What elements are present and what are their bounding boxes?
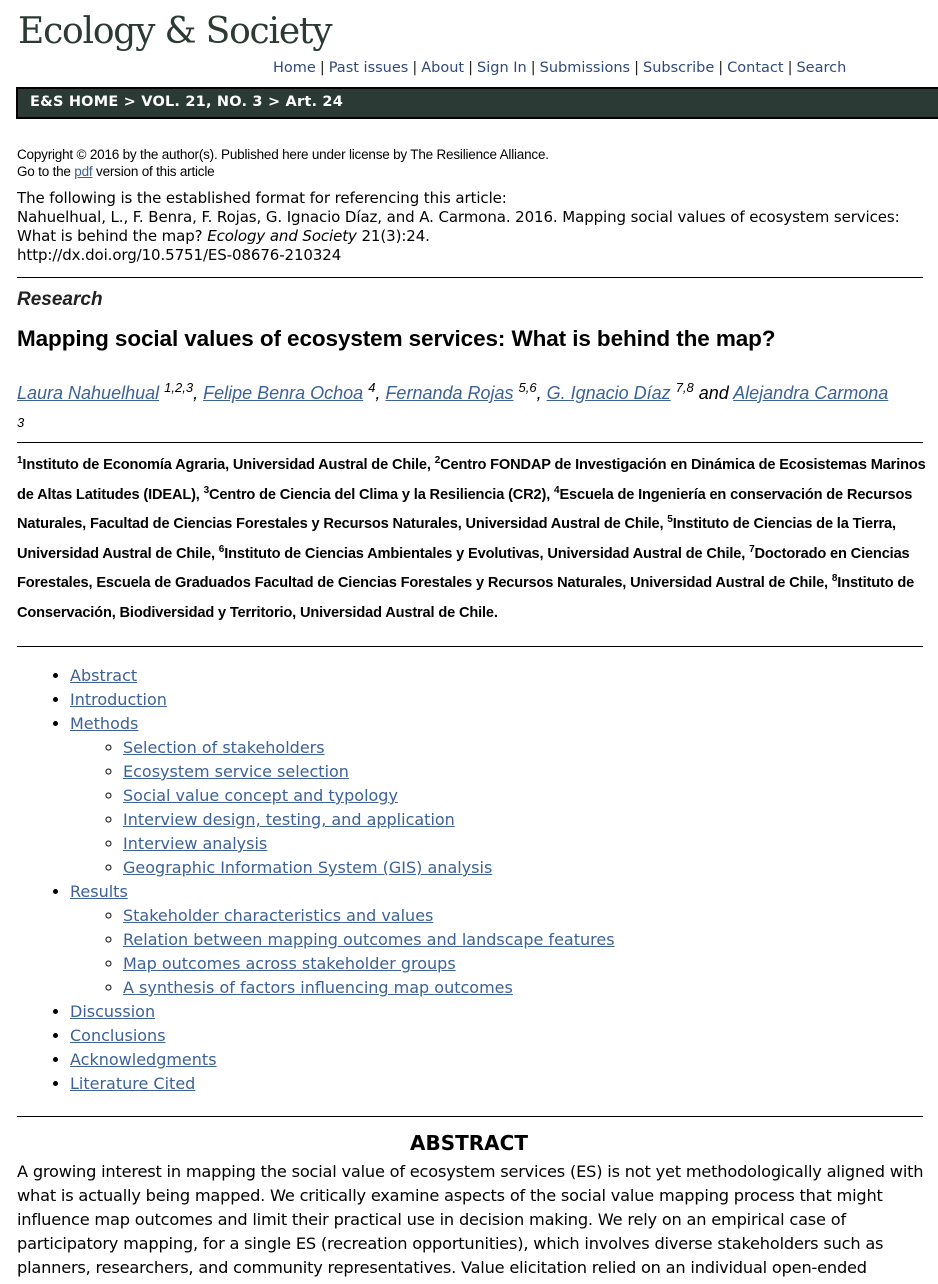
affiliation: Instituto de Economía Agraria, Universidad Austral de Chile, — [22, 457, 435, 473]
author-link[interactable]: G. Ignacio Díaz — [546, 383, 671, 403]
toc-relation-mapping-landscape[interactable]: Relation between mapping outcomes and landscape features — [123, 930, 615, 949]
copyright-notice: Copyright © 2016 by the author(s). Published here under license by The Resilience Alliance. — [17, 147, 549, 162]
toc-ecosystem-service-selection[interactable]: Ecosystem service selection — [123, 762, 349, 781]
nav-separator: | — [634, 60, 640, 76]
citation-text — [17, 208, 927, 246]
toc-selection-of-stakeholders[interactable]: Selection of stakeholders — [123, 738, 325, 757]
affil-sup: 4 — [554, 484, 560, 496]
toc-synthesis-factors[interactable]: A synthesis of factors influencing map outcomes — [123, 978, 513, 997]
toc-subitem — [123, 832, 615, 856]
top-navigation — [273, 58, 846, 78]
nav-separator: | — [319, 60, 325, 76]
divider — [17, 277, 923, 278]
author-list: Laura Nahuelhual $^{1,2,3}$, Felipe Benra Ochoa $^4$, Fernanda Rojas $^{5,6}$, G. Ignacio Díaz $^{7,8}$ and Alejandra Carmona $^3$ — [17, 380, 889, 430]
citation-volume: 21(3):24. — [356, 227, 430, 245]
toc-discussion[interactable]: Discussion — [70, 1002, 156, 1021]
author-link[interactable]: Felipe Benra Ochoa — [203, 383, 364, 403]
author-affil-sup: 4 — [368, 380, 376, 395]
nav-separator: | — [787, 60, 793, 76]
article-title: Mapping social values of ecosystem services: What is behind the map? — [17, 326, 776, 351]
breadcrumb[interactable]: E&S HOME > VOL. 21, NO. 3 > Art. 24 — [30, 94, 343, 110]
toc-subitem — [123, 760, 615, 784]
citation-doi: http://dx.doi.org/10.5751/ES-08676-210324 — [17, 246, 342, 264]
toc-item — [70, 688, 615, 712]
toc-subitem — [123, 808, 615, 832]
table-of-contents — [0, 664, 615, 1096]
toc-social-value-concept[interactable]: Social value concept and typology — [123, 786, 398, 805]
author-conjunction: and — [693, 383, 734, 403]
author-link[interactable]: Laura Nahuelhual — [17, 383, 160, 403]
toc-subitem — [123, 736, 615, 760]
affiliation: Centro FONDAP de Investigación en Dinámica de Ecosistemas Marinos de Altas Latitudes (IDEAL), — [17, 457, 926, 503]
nav-home[interactable]: Home — [273, 60, 316, 76]
toc-item — [70, 1072, 615, 1096]
citation-intro: The following is the established format for referencing this article: — [17, 189, 507, 207]
nav-submissions[interactable]: Submissions — [539, 60, 631, 76]
toc-item — [70, 1048, 615, 1072]
nav-about[interactable]: About — [421, 60, 465, 76]
affil-sup: 1 — [17, 455, 23, 467]
nav-separator: | — [718, 60, 724, 76]
citation-main: Nahuelhual, L., F. Benra, F. Rojas, G. Ignacio Díaz, and A. Carmona. 2016. Mapping social values of ecosystem services: What is behind the map? — [17, 208, 900, 245]
toc-stakeholder-characteristics[interactable]: Stakeholder characteristics and values — [123, 906, 434, 925]
toc-item — [70, 1000, 615, 1024]
author-link[interactable]: Fernanda Rojas — [385, 383, 514, 403]
affiliation: Instituto de Conservación, Biodiversidad y Territorio, Universidad Austral de Chile. — [17, 575, 915, 621]
toc-map-outcomes-groups[interactable]: Map outcomes across stakeholder groups — [123, 954, 456, 973]
toc-results[interactable]: Results — [70, 882, 128, 901]
toc-subitem — [123, 976, 615, 1000]
toc-gis-analysis[interactable]: Geographic Information System (GIS) analysis — [123, 858, 493, 877]
affil-sup: 7 — [749, 543, 755, 555]
toc-subitem — [123, 904, 615, 928]
nav-past-issues[interactable]: Past issues — [328, 60, 409, 76]
breadcrumb-bar — [16, 87, 938, 119]
toc-sublist — [70, 904, 615, 1000]
toc-abstract[interactable]: Abstract — [70, 666, 138, 685]
nav-contact[interactable]: Contact — [727, 60, 784, 76]
affiliation: Instituto de Ciencias Ambientales y Evolutivas, Universidad Austral de Chile, — [224, 545, 750, 562]
toc-acknowledgments[interactable]: Acknowledgments — [70, 1050, 217, 1069]
toc-conclusions[interactable]: Conclusions — [70, 1026, 166, 1045]
divider — [17, 442, 923, 443]
journal-logo[interactable]: Ecology & Society — [18, 11, 332, 52]
nav-separator: | — [468, 60, 474, 76]
affiliation: Escuela de Ingeniería en conservación de Recursos Naturales, Facultad de Ciencias Forestales y Recursos Naturales, Universidad Austral de Chile, — [17, 486, 913, 532]
author-affil-sup: 3 — [17, 415, 25, 430]
toc-item — [70, 712, 615, 880]
affil-sup: 5 — [667, 514, 673, 526]
toc-subitem — [123, 928, 615, 952]
affil-sup: 8 — [831, 573, 838, 585]
affiliation: Centro de Ciencia del Clima y la Resiliencia (CR2), — [209, 486, 555, 503]
toc-sublist — [70, 736, 615, 880]
affiliation: Doctorado en Ciencias Forestales, Escuela de Graduados Facultad de Ciencias Forestales y Recursos Naturales, Universidad Austral de Chile, — [17, 545, 910, 591]
pdf-prefix: Go to the — [17, 164, 75, 179]
author-affil-sup: 7,8 — [675, 380, 694, 395]
author-affil-sup: 1,2,3 — [164, 380, 194, 395]
affil-sup: 2 — [434, 455, 441, 467]
article-section: Research — [17, 289, 103, 310]
pdf-suffix: version of this article — [92, 164, 215, 179]
toc-literature-cited[interactable]: Literature Cited — [70, 1074, 196, 1093]
nav-sign-in[interactable]: Sign In — [477, 60, 527, 76]
toc-introduction[interactable]: Introduction — [70, 690, 167, 709]
affil-sup: 6 — [218, 543, 225, 555]
nav-subscribe[interactable]: Subscribe — [643, 60, 715, 76]
toc-item — [70, 664, 615, 688]
abstract-text: A growing interest in mapping the social value of ecosystem services (ES) is not yet methodologically aligned with what is actually being mapped. We critically examine aspects of the social value mapping process that might influence map outcomes and limit their practical use in decision making. We rely on an empirical case of participatory mapping, for a single ES (recreation opportunities), which involves diverse stakeholders such as planners, researchers, and community representatives. Value elicitation relied on an individual open-ended — [17, 1162, 924, 1277]
affiliations — [17, 451, 927, 628]
nav-separator: | — [530, 60, 536, 76]
citation-block — [17, 189, 927, 265]
toc-item — [70, 880, 615, 1000]
toc-subitem — [123, 952, 615, 976]
author-link[interactable]: Alejandra Carmona — [733, 383, 889, 403]
author-affil-sup: 5,6 — [518, 380, 537, 395]
divider — [17, 1116, 923, 1117]
toc-methods[interactable]: Methods — [70, 714, 139, 733]
affiliation: Instituto de Ciencias de la Tierra, Universidad Austral de Chile, — [17, 516, 896, 562]
copyright-block — [17, 146, 549, 180]
toc-item — [70, 1024, 615, 1048]
affil-sup: 3 — [203, 484, 210, 496]
nav-separator: | — [412, 60, 418, 76]
divider — [17, 646, 923, 647]
pdf-link[interactable]: pdf — [74, 164, 93, 179]
abstract-heading: ABSTRACT — [410, 1131, 528, 1155]
toc-subitem — [123, 856, 615, 880]
toc-interview-analysis[interactable]: Interview analysis — [123, 834, 268, 853]
pdf-line — [17, 163, 549, 180]
nav-search[interactable]: Search — [796, 60, 847, 76]
toc-interview-design[interactable]: Interview design, testing, and application — [123, 810, 455, 829]
toc-subitem — [123, 784, 615, 808]
citation-journal: Ecology and Society — [207, 227, 357, 245]
